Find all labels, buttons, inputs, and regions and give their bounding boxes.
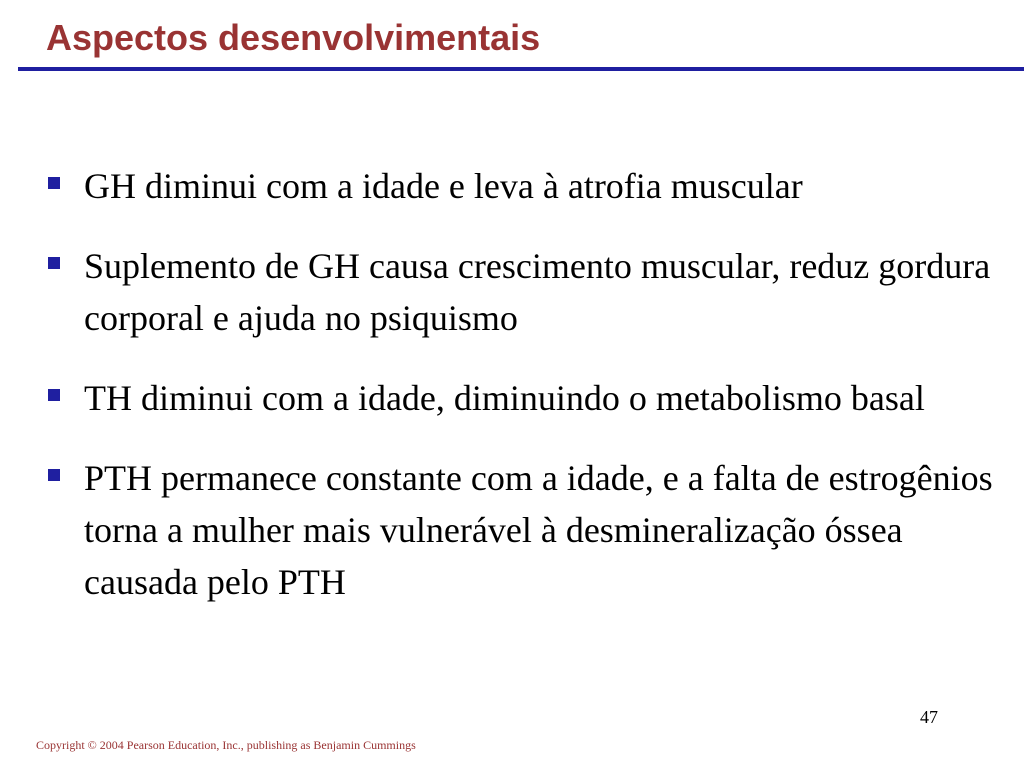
title-divider [18, 67, 1024, 71]
copyright-notice: Copyright © 2004 Pearson Education, Inc., publishing as Benjamin Cummings [36, 738, 416, 752]
bullet-text: GH diminui com a idade e leva à atrofia muscular [84, 166, 803, 206]
bullet-item [48, 160, 998, 212]
square-bullet-icon [48, 389, 60, 401]
bullet-item [48, 452, 998, 608]
page-number: 47 [920, 707, 938, 727]
square-bullet-icon [48, 257, 60, 269]
square-bullet-icon [48, 177, 60, 189]
slide-title: Aspectos desenvolvimentais [46, 17, 541, 58]
bullet-list [48, 160, 998, 636]
square-bullet-icon [48, 469, 60, 481]
bullet-item [48, 372, 998, 424]
bullet-text: PTH permanece constante com a idade, e a falta de estrogênios torna a mulher mais vulnerável à desmineralização óssea causada pelo PTH [84, 458, 993, 602]
bullet-text: TH diminui com a idade, diminuindo o metabolismo basal [84, 378, 925, 418]
bullet-text: Suplemento de GH causa crescimento muscular, reduz gordura corporal e ajuda no psiquismo [84, 246, 991, 338]
bullet-item [48, 240, 998, 344]
